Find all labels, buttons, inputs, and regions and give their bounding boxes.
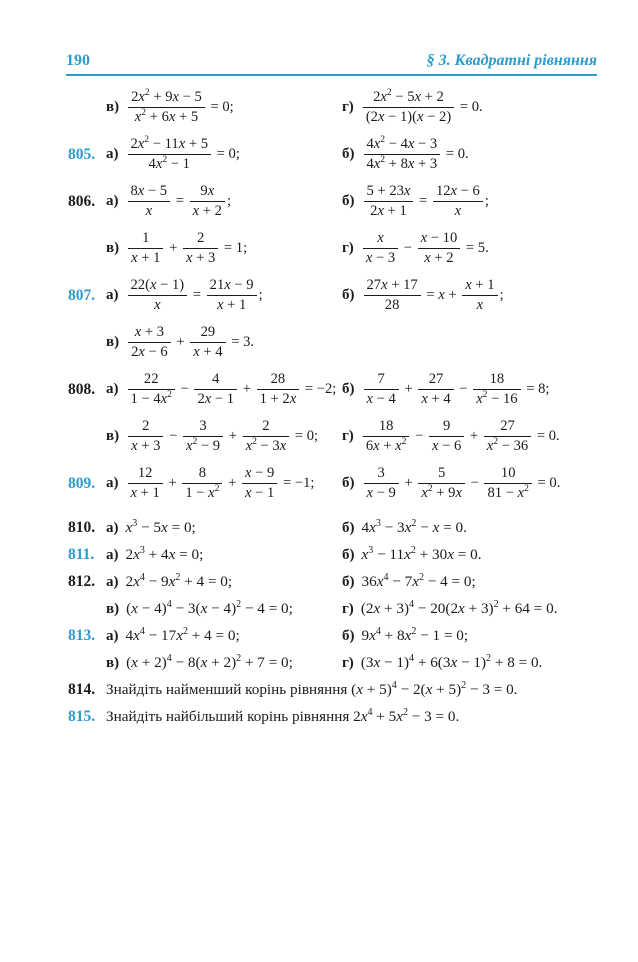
math-run: − bbox=[411, 427, 427, 444]
fraction-numerator: 1 bbox=[128, 230, 163, 249]
math-run: ; bbox=[258, 286, 263, 303]
math-expression bbox=[106, 708, 459, 725]
problem-part bbox=[342, 546, 638, 564]
part-label: в) bbox=[106, 333, 120, 350]
part-label: б) bbox=[342, 546, 355, 563]
fraction bbox=[128, 465, 163, 502]
problem-number: 808. bbox=[68, 380, 96, 398]
fraction-denominator: x bbox=[154, 297, 161, 313]
math-run: − bbox=[400, 239, 416, 256]
part-label: а) bbox=[106, 380, 119, 397]
math-run: ; bbox=[484, 192, 489, 209]
math-run: − bbox=[176, 380, 193, 397]
problem-part bbox=[106, 134, 342, 175]
fraction-numerator: 18 bbox=[473, 371, 520, 390]
math-expression bbox=[106, 681, 517, 698]
math-run: $2x^4 - 9x^2 + 4 = 0$; bbox=[125, 571, 233, 590]
math-run: = 3. bbox=[227, 333, 255, 350]
problem-part bbox=[342, 87, 638, 128]
fraction bbox=[242, 465, 277, 502]
math-expression bbox=[126, 600, 293, 617]
math-run: = 5. bbox=[462, 239, 489, 256]
math-expression bbox=[126, 627, 240, 644]
problem-part bbox=[342, 181, 638, 222]
fraction bbox=[484, 418, 531, 455]
math-run: + bbox=[400, 474, 417, 491]
math-expression bbox=[126, 519, 196, 536]
fraction-denominator: $1 - x^2$ bbox=[185, 483, 220, 501]
part-label: б) bbox=[342, 380, 355, 397]
problems-list bbox=[0, 84, 638, 730]
math-expression bbox=[362, 465, 561, 501]
section-title: § 3. Квадратні рівняння bbox=[426, 52, 597, 69]
problem-row bbox=[0, 649, 638, 676]
problem-part bbox=[106, 681, 638, 699]
fraction-numerator: 28 bbox=[257, 371, 300, 390]
math-run: $(2x + 3)^4 - 20(2x + 3)^2 + 64 = 0$. bbox=[360, 598, 558, 617]
problem-part bbox=[106, 519, 342, 537]
fraction-denominator: x + 4 bbox=[421, 391, 451, 407]
problem-number: 814. bbox=[68, 680, 96, 698]
fraction-denominator: $x^2 - 36$ bbox=[486, 436, 529, 454]
fraction bbox=[433, 183, 483, 220]
math-expression bbox=[361, 600, 558, 617]
math-run: + bbox=[400, 380, 417, 397]
fraction-denominator: x − 4 bbox=[366, 391, 396, 407]
math-run: = 0. bbox=[442, 145, 469, 162]
fraction bbox=[418, 371, 453, 408]
problem-part bbox=[342, 134, 638, 175]
math-run: = 0. bbox=[533, 427, 560, 444]
fraction-denominator: x + 1 bbox=[216, 297, 247, 313]
part-label: а) bbox=[106, 286, 119, 303]
fraction bbox=[190, 324, 225, 361]
math-expression bbox=[126, 371, 337, 407]
part-label: в) bbox=[106, 600, 120, 617]
problem-number: 815. bbox=[68, 707, 96, 725]
problem-number: 810. bbox=[68, 518, 96, 536]
math-expression bbox=[126, 277, 263, 313]
fraction bbox=[418, 230, 461, 267]
math-run: $x^3 - 5x = 0$; bbox=[125, 517, 196, 536]
fraction-denominator: $4x^2 + 8x + 3$ bbox=[366, 154, 438, 172]
math-run: $2x^3 + 4x = 0$; bbox=[125, 544, 204, 563]
problem-number: 809. bbox=[68, 474, 96, 492]
math-expression bbox=[126, 230, 248, 266]
fraction-denominator: $x^2 + 6x + 5$ bbox=[134, 107, 199, 125]
math-expression bbox=[126, 324, 255, 360]
fraction-numerator: 8x − 5 bbox=[128, 183, 171, 202]
math-run: $(3x - 1)^4 + 6(3x - 1)^2 + 8 = 0$. bbox=[360, 652, 543, 671]
math-run: = −1; bbox=[279, 474, 315, 491]
fraction bbox=[462, 277, 497, 314]
math-run: = 0. bbox=[456, 98, 483, 115]
math-expression bbox=[362, 134, 469, 172]
fraction-denominator: x + 3 bbox=[185, 250, 216, 266]
fraction bbox=[363, 418, 410, 455]
fraction bbox=[207, 277, 257, 314]
math-expression bbox=[362, 546, 482, 563]
fraction-denominator: x bbox=[476, 297, 484, 313]
problem-row bbox=[0, 568, 638, 595]
part-label: в) bbox=[106, 654, 120, 671]
math-expression bbox=[361, 418, 560, 454]
fraction bbox=[128, 89, 205, 126]
problem-part bbox=[106, 322, 342, 363]
problem-part bbox=[342, 573, 638, 591]
fraction-denominator: x + 2 bbox=[192, 203, 222, 219]
problem-row bbox=[0, 595, 638, 622]
fraction bbox=[363, 89, 454, 126]
fraction-numerator: 5 bbox=[418, 465, 465, 484]
math-run: $(x - 4)^4 - 3(x - 4)^2 - 4 = 0$; bbox=[126, 598, 293, 617]
part-label: б) bbox=[342, 627, 355, 644]
fraction-numerator: 10 bbox=[484, 465, 531, 484]
part-label: г) bbox=[342, 654, 354, 671]
problem-number: 812. bbox=[68, 572, 96, 590]
fraction-numerator: 8 bbox=[182, 465, 222, 484]
fraction bbox=[418, 465, 465, 502]
fraction-numerator: 9x bbox=[190, 183, 225, 202]
fraction-numerator: 21x − 9 bbox=[207, 277, 257, 296]
problem-part bbox=[106, 573, 342, 591]
fraction-denominator: 28 bbox=[384, 297, 400, 313]
fraction-denominator: $81 - x^2$ bbox=[487, 483, 529, 501]
problem-number: 806. bbox=[68, 192, 96, 210]
part-label: а) bbox=[106, 192, 119, 209]
math-run: = −2; bbox=[301, 380, 337, 397]
problem-row bbox=[0, 676, 638, 703]
fraction-denominator: 2x − 6 bbox=[131, 344, 168, 360]
math-expression bbox=[126, 546, 204, 563]
fraction-numerator: 4 bbox=[194, 371, 237, 390]
fraction-numerator: 22(x − 1) bbox=[128, 277, 188, 296]
part-label: а) bbox=[106, 573, 119, 590]
problem-part bbox=[106, 708, 638, 726]
problem-row bbox=[0, 225, 638, 272]
problem-part bbox=[106, 654, 342, 672]
fraction-denominator: x − 9 bbox=[366, 485, 396, 501]
problem-part bbox=[106, 627, 342, 645]
problem-part bbox=[106, 600, 342, 618]
math-run: = 0; bbox=[213, 145, 240, 162]
fraction-numerator: 12 bbox=[128, 465, 163, 484]
math-run: + bbox=[172, 333, 189, 350]
problem-part bbox=[342, 463, 638, 504]
math-run: Знайдіть найбільший корінь рівняння $2x^4 + 5x^2 - 3 = 0$. bbox=[106, 706, 460, 725]
part-label: а) bbox=[106, 145, 119, 162]
fraction-numerator: $2x^2 - 5x + 2$ bbox=[363, 89, 454, 108]
fraction-numerator: 27 bbox=[484, 418, 531, 437]
fraction-numerator: 9 bbox=[429, 418, 464, 437]
problem-row bbox=[0, 514, 638, 541]
fraction-numerator: x bbox=[363, 230, 398, 249]
problem-row bbox=[0, 131, 638, 178]
problem-part bbox=[342, 627, 638, 645]
fraction-denominator: x + 1 bbox=[131, 250, 161, 266]
fraction bbox=[473, 371, 520, 408]
math-run: ; bbox=[499, 286, 504, 303]
problem-part bbox=[106, 275, 342, 316]
problem-part bbox=[342, 275, 638, 316]
problem-part bbox=[342, 519, 638, 537]
math-run: − bbox=[455, 380, 472, 397]
fraction-denominator: $x^2 - 16$ bbox=[476, 389, 518, 407]
math-run: $x^3 - 11x^2 + 30x = 0$. bbox=[361, 544, 482, 563]
fraction-numerator: 29 bbox=[190, 324, 225, 343]
part-label: в) bbox=[106, 427, 120, 444]
fraction-numerator: x − 10 bbox=[418, 230, 461, 249]
fraction-numerator: 3 bbox=[364, 465, 399, 484]
problem-part bbox=[106, 416, 342, 457]
math-run: $4x^3 - 3x^2 - x = 0$. bbox=[361, 517, 467, 536]
math-expression bbox=[126, 418, 319, 454]
part-label: б) bbox=[342, 573, 355, 590]
part-label: в) bbox=[106, 239, 120, 256]
fraction-numerator: 27 bbox=[418, 371, 453, 390]
math-expression bbox=[362, 573, 476, 590]
fraction-numerator: x + 1 bbox=[462, 277, 497, 296]
fraction-denominator: $4x^2 - 1$ bbox=[148, 154, 190, 172]
math-run: $9x^4 + 8x^2 - 1 = 0$; bbox=[361, 625, 469, 644]
fraction bbox=[128, 136, 212, 173]
part-label: б) bbox=[342, 474, 355, 491]
fraction-numerator: 5 + 23x bbox=[364, 183, 414, 202]
part-label: б) bbox=[342, 286, 355, 303]
fraction-numerator: $2x^2 + 9x - 5$ bbox=[128, 89, 205, 108]
problem-part bbox=[342, 416, 638, 457]
part-label: б) bbox=[342, 519, 355, 536]
part-label: г) bbox=[342, 239, 354, 256]
fraction bbox=[194, 371, 237, 408]
math-expression bbox=[362, 519, 467, 536]
fraction-numerator: 22 bbox=[128, 371, 175, 390]
math-run: + bbox=[164, 474, 181, 491]
problem-number: 807. bbox=[68, 286, 96, 304]
fraction-numerator: 27x + 17 bbox=[364, 277, 421, 296]
fraction bbox=[429, 418, 464, 455]
problem-row bbox=[0, 460, 638, 507]
fraction bbox=[364, 183, 414, 220]
problem-part bbox=[106, 228, 342, 269]
math-expression bbox=[126, 87, 234, 125]
fraction-numerator: 2 bbox=[243, 418, 290, 437]
fraction-denominator: $x^2 + 9x$ bbox=[421, 483, 462, 501]
part-label: г) bbox=[342, 98, 354, 115]
fraction-numerator: 12x − 6 bbox=[433, 183, 483, 202]
fraction-denominator: 2x − 1 bbox=[197, 391, 235, 407]
part-label: а) bbox=[106, 474, 119, 491]
math-run: = x + bbox=[422, 286, 461, 303]
math-expression bbox=[361, 87, 483, 125]
fraction-denominator: (2x − 1)(x − 2) bbox=[365, 109, 452, 125]
problem-part bbox=[106, 181, 342, 222]
fraction-denominator: $6x + x^2$ bbox=[365, 436, 407, 454]
problem-part bbox=[106, 546, 342, 564]
fraction bbox=[257, 371, 300, 408]
fraction-denominator: $x^2 - 3x$ bbox=[245, 436, 287, 454]
fraction-numerator: x + 3 bbox=[128, 324, 171, 343]
fraction-numerator: 18 bbox=[363, 418, 410, 437]
problem-number: 805. bbox=[68, 145, 96, 163]
part-label: г) bbox=[342, 600, 354, 617]
fraction-denominator: $1 - 4x^2$ bbox=[130, 389, 172, 407]
fraction-numerator: 2 bbox=[128, 418, 163, 437]
fraction-numerator: x − 9 bbox=[242, 465, 277, 484]
part-label: а) bbox=[106, 546, 119, 563]
math-expression bbox=[126, 183, 232, 219]
part-label: а) bbox=[106, 627, 119, 644]
part-label: б) bbox=[342, 145, 355, 162]
fraction bbox=[364, 277, 421, 314]
problem-part bbox=[106, 463, 342, 504]
fraction-denominator: x + 3 bbox=[131, 438, 161, 454]
fraction-numerator: $4x^2 - 4x - 3$ bbox=[364, 136, 441, 155]
fraction-denominator: 1 + 2x bbox=[259, 391, 297, 407]
problem-part bbox=[106, 87, 342, 128]
fraction bbox=[243, 418, 290, 455]
fraction-denominator: x + 4 bbox=[193, 344, 223, 360]
fraction-numerator: 7 bbox=[364, 371, 399, 390]
math-expression bbox=[126, 134, 240, 172]
math-run: = 8; bbox=[522, 380, 550, 397]
part-label: г) bbox=[342, 427, 354, 444]
problem-row bbox=[0, 413, 638, 460]
math-run: + bbox=[224, 474, 240, 491]
fraction-denominator: x bbox=[454, 203, 462, 219]
fraction-denominator: $x^2 - 9$ bbox=[185, 436, 221, 454]
fraction-denominator: x − 1 bbox=[245, 485, 275, 501]
fraction bbox=[128, 183, 171, 220]
fraction bbox=[182, 465, 222, 502]
fraction bbox=[128, 230, 163, 267]
problem-row bbox=[0, 541, 638, 568]
fraction bbox=[183, 418, 223, 455]
fraction-denominator: x + 1 bbox=[130, 485, 160, 501]
fraction bbox=[363, 230, 398, 267]
math-run: = 0; bbox=[291, 427, 319, 444]
problem-row bbox=[0, 622, 638, 649]
fraction bbox=[364, 136, 441, 173]
math-run: + bbox=[466, 427, 482, 444]
fraction-denominator: x − 6 bbox=[431, 438, 462, 454]
fraction-numerator: $2x^2 - 11x + 5$ bbox=[128, 136, 212, 155]
fraction-numerator: 2 bbox=[183, 230, 218, 249]
fraction bbox=[183, 230, 218, 267]
fraction bbox=[364, 371, 399, 408]
problem-row bbox=[0, 319, 638, 366]
problem-row bbox=[0, 178, 638, 225]
fraction-numerator: 3 bbox=[183, 418, 223, 437]
math-run: $(x + 2)^4 - 8(x + 2)^2 + 7 = 0$; bbox=[126, 652, 293, 671]
math-expression bbox=[126, 465, 315, 501]
page-number: 190 bbox=[66, 52, 90, 69]
math-expression bbox=[362, 183, 489, 219]
fraction bbox=[128, 324, 171, 361]
fraction bbox=[128, 277, 188, 314]
math-run: + bbox=[165, 239, 181, 256]
math-expression bbox=[362, 277, 504, 313]
math-expression bbox=[361, 230, 489, 266]
problem-row bbox=[0, 84, 638, 131]
part-label: в) bbox=[106, 98, 120, 115]
fraction bbox=[364, 465, 399, 502]
math-run: Знайдіть найменший корінь рівняння $(x + 5)^4 - 2(x + 5)^2 - 3 = 0$. bbox=[106, 679, 518, 698]
math-run: = 1; bbox=[220, 239, 248, 256]
problem-row bbox=[0, 703, 638, 730]
math-expression bbox=[126, 654, 293, 671]
page-header bbox=[66, 52, 597, 76]
fraction bbox=[484, 465, 531, 502]
problem-part bbox=[342, 369, 638, 410]
part-label: а) bbox=[106, 519, 119, 536]
math-run: ; bbox=[226, 192, 232, 209]
problem-row bbox=[0, 366, 638, 413]
math-expression bbox=[361, 654, 543, 671]
fraction-denominator: x − 3 bbox=[365, 250, 396, 266]
fraction-denominator: 2x + 1 bbox=[370, 203, 407, 219]
problem-number: 813. bbox=[68, 626, 96, 644]
fraction-denominator: x + 2 bbox=[424, 250, 454, 266]
math-expression bbox=[126, 573, 233, 590]
math-run: = bbox=[172, 192, 188, 209]
fraction bbox=[128, 371, 175, 408]
math-run: = bbox=[189, 286, 205, 303]
math-run: + bbox=[225, 427, 241, 444]
problem-part bbox=[342, 600, 638, 618]
problem-part bbox=[106, 369, 342, 410]
problem-row bbox=[0, 272, 638, 319]
problem-part bbox=[342, 654, 638, 672]
fraction bbox=[190, 183, 225, 220]
fraction-denominator: x bbox=[145, 203, 153, 219]
math-expression bbox=[362, 371, 550, 407]
math-run: + bbox=[239, 380, 255, 397]
part-label: б) bbox=[342, 192, 355, 209]
math-run: = 0. bbox=[533, 474, 561, 491]
math-run: − bbox=[165, 427, 181, 444]
math-run: $36x^4 - 7x^2 - 4 = 0$; bbox=[361, 571, 476, 590]
problem-part bbox=[342, 228, 638, 269]
math-run: $4x^4 - 17x^2 + 4 = 0$; bbox=[125, 625, 240, 644]
fraction bbox=[128, 418, 163, 455]
math-expression bbox=[362, 627, 469, 644]
math-run: − bbox=[466, 474, 483, 491]
math-run: = bbox=[415, 192, 431, 209]
math-run: = 0; bbox=[206, 98, 234, 115]
problem-number: 811. bbox=[68, 545, 95, 563]
